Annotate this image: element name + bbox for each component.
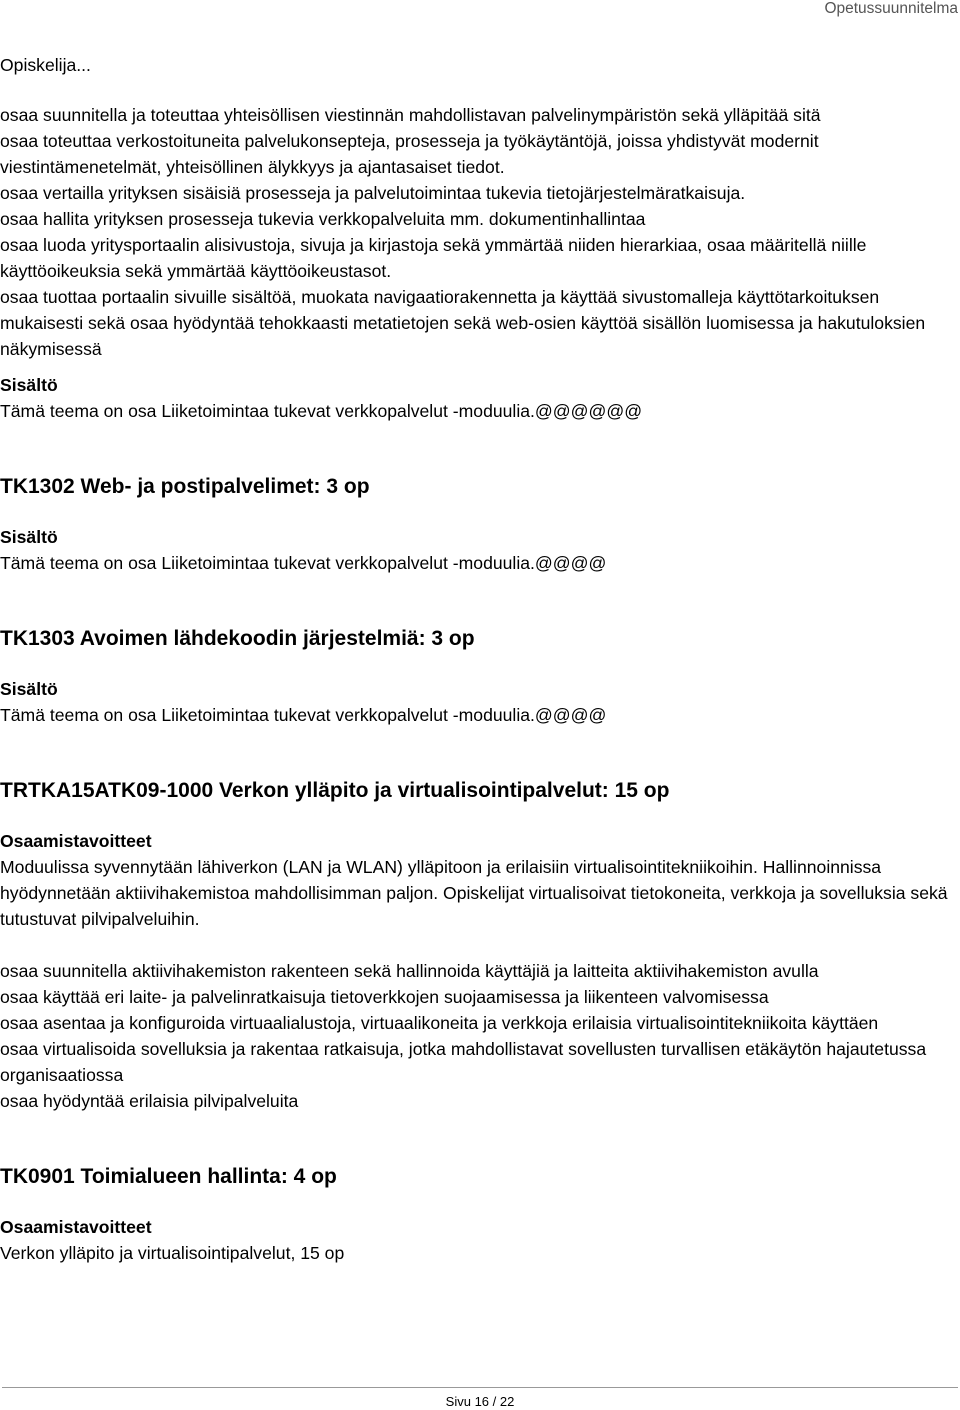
goal-item: osaa hyödyntää erilaisia pilvipalveluita [0, 1091, 299, 1111]
subheading-content: Sisältö [0, 375, 58, 395]
goal-item: osaa käyttää eri laite- ja palvelinratkaisuja tietoverkkojen suojaamisessa ja liikenteen valvomisessa [0, 987, 769, 1007]
subheading-content: Sisältö [0, 527, 58, 547]
goal-item: osaa hallita yrityksen prosesseja tukevia verkkopalveluita mm. dokumentinhallintaa [0, 209, 646, 229]
subheading-learning-goals: Osaamistavoitteet [0, 831, 152, 851]
content-text: Tämä teema on osa Liiketoimintaa tukevat verkkopalvelut -moduulia.@@@@ [0, 705, 607, 725]
goal-item: osaa tuottaa portaalin sivuille sisältöä, muokata navigaatiorakennetta ja käyttää sivustomalleja käyttötarkoituksen mukaisesti sekä osaa hyödyntää tehokkaasti metatietojen sekä web-osien käyttöä sisällön luomisessa ja hakutuloksien näkymisessä [0, 287, 931, 359]
subheading-content: Sisältö [0, 679, 58, 699]
intro-text: Opiskelija... [0, 55, 91, 75]
goal-item: osaa luoda yritysportaalin alisivustoja, sivuja ja kirjastoja sekä ymmärtää niiden hierarkiaa, osaa määritellä niille käyttöoikeuksia sekä ymmärtää käyttöoikeustasot. [0, 235, 872, 281]
footer-divider [2, 1387, 958, 1388]
page-footer [0, 1387, 960, 1410]
section-tk1302 [0, 474, 960, 576]
goal-item: osaa virtualisoida sovelluksia ja rakentaa ratkaisuja, jotka mahdollistavat sovellusten turvallisen etäkäytön hajautetussa organisaatiossa [0, 1039, 932, 1085]
section-learning-goals [0, 102, 960, 424]
goal-item: osaa vertailla yrityksen sisäisiä prosesseja ja palvelutoimintaa tukevia tietojärjestelmäratkaisuja. [0, 183, 746, 203]
content-text: Tämä teema on osa Liiketoimintaa tukevat verkkopalvelut -moduulia.@@@@@@ [0, 401, 643, 421]
content-text: Verkon ylläpito ja virtualisointipalvelut, 15 op [0, 1243, 345, 1263]
course-heading: TK0901 Toimialueen hallinta: 4 op [0, 1165, 337, 1188]
content-text: Tämä teema on osa Liiketoimintaa tukevat verkkopalvelut -moduulia.@@@@ [0, 553, 607, 573]
section-tk0901 [0, 1164, 960, 1266]
page-number: Sivu 16 / 22 [445, 1394, 515, 1409]
section-trtka15atk09 [0, 778, 960, 1114]
goal-item: osaa suunnitella aktiivihakemiston rakenteen sekä hallinnoida käyttäjiä ja laitteita aktiivihakemiston avulla [0, 961, 819, 981]
module-description: Moduulissa syvennytään lähiverkon (LAN ja WLAN) ylläpitoon ja erilaisiin virtualisointitekniikoihin. Hallinnoinnissa hyödynnetään aktiivihakemistoa mahdollisimman paljon. Opiskelijat virtualisoivat tietokoneita, verkkoja ja sovelluksia sekä tutustuvat pilvipalveluihin. [0, 857, 953, 929]
module-heading: TRTKA15ATK09-1000 Verkon ylläpito ja virtualisointipalvelut: 15 op [0, 779, 670, 802]
goal-item: osaa asentaa ja konfiguroida virtuaalialustoja, virtuaalikoneita ja verkkoja erilaisia virtualisointitekniikoita käyttäen [0, 1013, 879, 1033]
course-heading: TK1302 Web- ja postipalvelimet: 3 op [0, 475, 370, 498]
subheading-learning-goals: Osaamistavoitteet [0, 1217, 152, 1237]
document-title: Opetussuunnitelma [824, 0, 958, 17]
goal-item: osaa toteuttaa verkostoituneita palvelukonsepteja, prosesseja ja työkäytäntöjä, joissa yhdistyvät modernit viestintämenetelmät, yhteisöllinen älykkyys ja ajantasaiset tiedot. [0, 131, 824, 177]
course-heading: TK1303 Avoimen lähdekoodin järjestelmiä: 3 op [0, 627, 475, 650]
section-tk1303 [0, 626, 960, 728]
document-body [0, 52, 960, 1266]
goal-list [0, 958, 960, 1114]
goal-item: osaa suunnitella ja toteuttaa yhteisöllisen viestinnän mahdollistavan palvelinympäristön sekä ylläpitää sitä [0, 105, 821, 125]
